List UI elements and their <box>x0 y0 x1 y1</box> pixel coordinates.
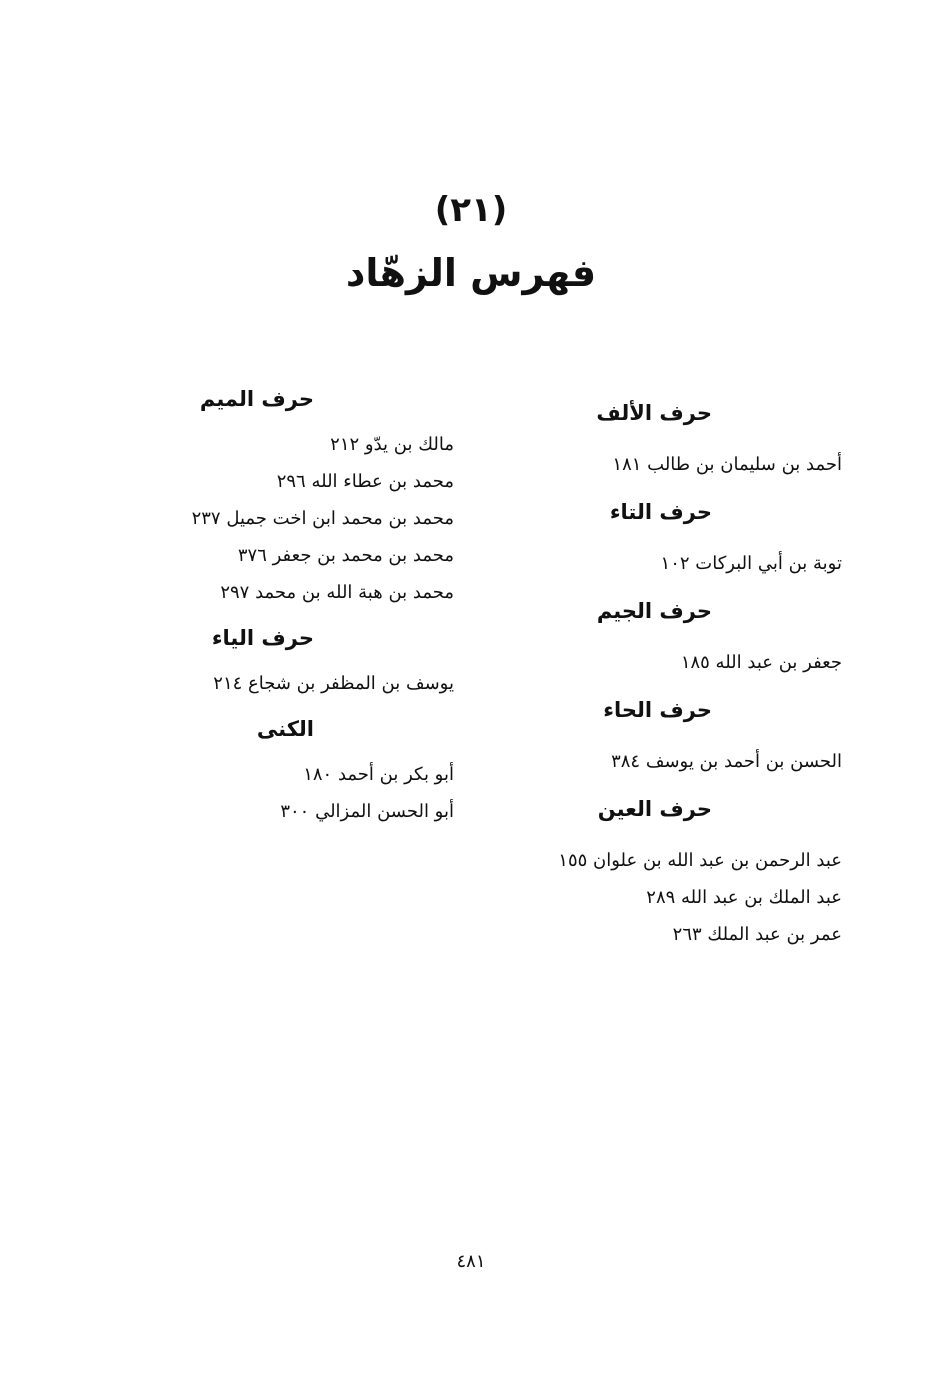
index-entry: توبة بن أبي البركات ١٠٢ <box>660 553 842 574</box>
index-entry: محمد بن محمد ابن اخت جميل ٢٣٧ <box>191 508 454 529</box>
letter-group-mim <box>124 384 454 611</box>
index-column-right <box>512 398 842 967</box>
index-entry: عبد الرحمن بن عبد الله بن علوان ١٥٥ <box>558 850 842 871</box>
index-entry: عمر بن عبد الملك ٢٦٣ <box>672 924 842 945</box>
index-entry: محمد بن محمد بن جعفر ٣٧٦ <box>237 545 454 566</box>
group-heading: حرف الجيم <box>596 599 712 623</box>
index-column-left <box>124 384 454 842</box>
index-entry: محمد بن هبة الله بن محمد ٢٩٧ <box>220 582 454 603</box>
group-heading: حرف الألف <box>596 401 712 425</box>
index-entry: محمد بن عطاء الله ٢٩٦ <box>276 471 454 492</box>
index-entry: عبد الملك بن عبد الله ٢٨٩ <box>646 887 842 908</box>
page-number: ٤٨١ <box>456 1251 486 1272</box>
letter-group-kuna <box>124 714 454 830</box>
letter-group-ya <box>124 623 454 702</box>
group-heading: حرف الحاء <box>603 698 712 722</box>
section-number: (٢١) <box>434 190 508 230</box>
letter-group-alif <box>512 398 842 483</box>
letter-group-ha <box>512 695 842 780</box>
page-title: فهرس الزهّاد <box>345 251 597 295</box>
index-entry: أبو بكر بن أحمد ١٨٠ <box>303 764 454 785</box>
group-heading: حرف العين <box>597 797 712 821</box>
group-heading: حرف الميم <box>199 387 314 411</box>
letter-group-ta <box>512 497 842 582</box>
letter-group-jim <box>512 596 842 681</box>
group-heading: الكنى <box>256 717 314 741</box>
group-heading: حرف التاء <box>609 500 712 524</box>
group-heading: حرف الياء <box>211 626 314 650</box>
index-entry: أبو الحسن المزالي ٣٠٠ <box>280 801 454 822</box>
letter-group-ayn <box>512 794 842 953</box>
index-entry: جعفر بن عبد الله ١٨٥ <box>680 652 842 673</box>
index-entry: الحسن بن أحمد بن يوسف ٣٨٤ <box>611 751 842 772</box>
index-entry: مالك بن يدّو ٢١٢ <box>330 434 454 455</box>
index-entry: أحمد بن سليمان بن طالب ١٨١ <box>612 454 842 475</box>
index-entry: يوسف بن المظفر بن شجاع ٢١٤ <box>213 673 454 694</box>
